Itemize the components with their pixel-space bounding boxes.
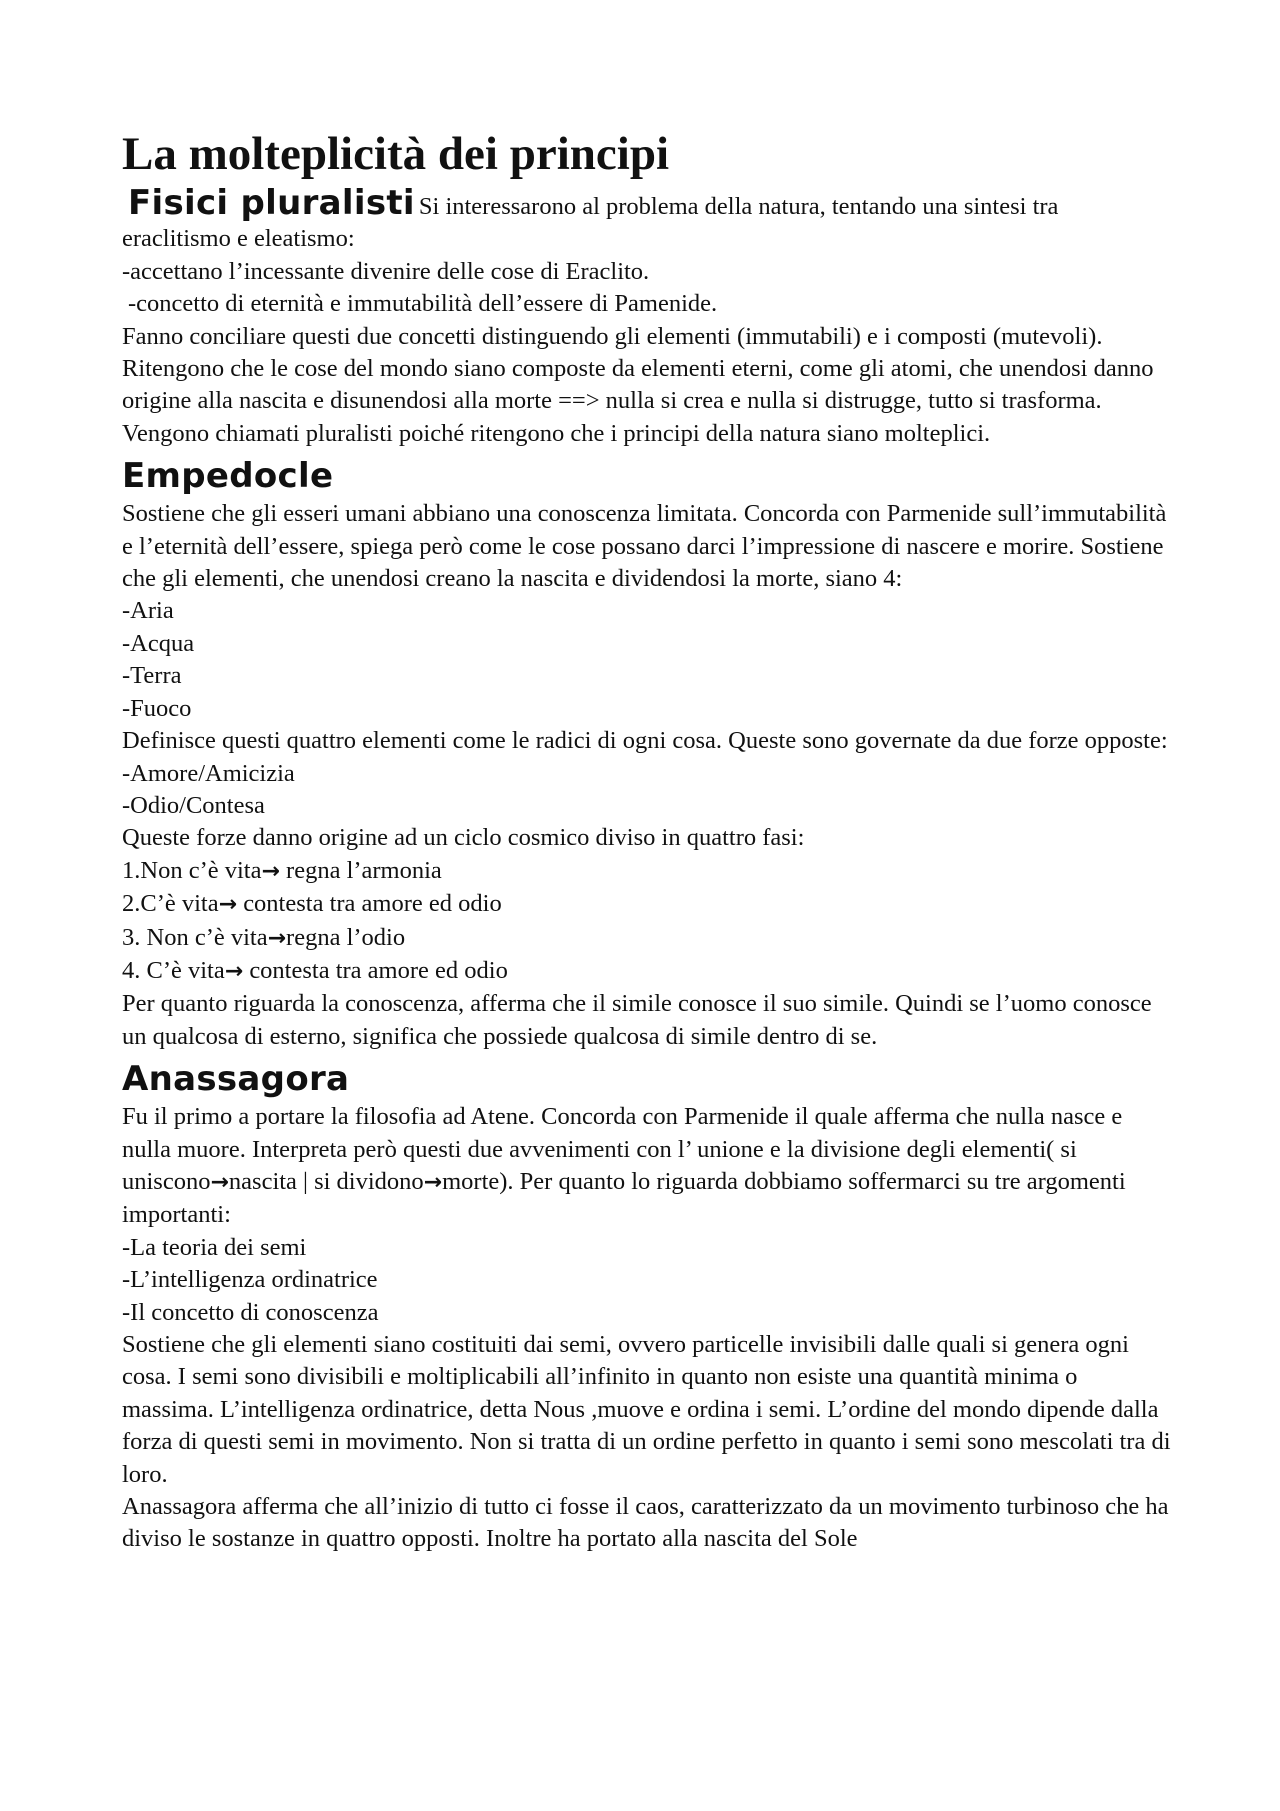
- empedocle-paragraph: Sostiene che gli esseri umani abbiano una conoscenza limitata. Concorda con Parmenide sull’immutabilità e l’eternità dell’essere, spiega però come le cose possano darci l’impressione di nascere e morire. Sostiene che gli elementi, che unendosi creano la nascita e dividendosi la morte, siano 4:: [122, 500, 1167, 593]
- topic-item: -L’intelligenza ordinatrice: [122, 1266, 378, 1294]
- empedocle-paragraph: Per quanto riguarda la conoscenza, afferma che il simile conosce il suo simile. Quindi se l’uomo conosce un qualcosa di esterno, significa che possiede qualcosa di simile dentro di se.: [122, 990, 1152, 1050]
- anassagora-text: morte). Per quanto lo riguarda dobbiamo soffermarci su tre argomenti importanti:: [122, 1167, 1126, 1229]
- phase-text: contesta tra amore ed odio: [243, 956, 508, 984]
- arrow-right-icon: →: [210, 1169, 229, 1195]
- fisici-body: Fanno conciliare questi due concetti distinguendo gli elementi (immutabili) e i composti (mutevoli). Ritengono che le cose del mondo siano composte da elementi eterni, come gli atomi, che unendosi danno origine alla nascita e disunendosi alla morte ==> nulla si crea e nulla si distrugge, tutto si trasforma. Vengono chiamati pluralisti poiché ritengono che i principi della natura siano molteplici.: [122, 322, 1154, 447]
- arrow-right-icon: →: [423, 1169, 443, 1195]
- topic-item: -La teoria dei semi: [122, 1233, 307, 1261]
- arrow-right-icon: →: [261, 858, 280, 884]
- fisici-heading: Fisici pluralisti: [128, 183, 415, 223]
- fisici-intro: Si interessarono al problema della natura, tentando una sintesi tra eraclitismo e eleatismo:: [122, 193, 1059, 253]
- element-item: -Aria: [122, 597, 174, 625]
- element-item: -Acqua: [122, 629, 195, 657]
- force-item: -Odio/Contesa: [122, 791, 265, 819]
- arrow-right-icon: →: [224, 958, 244, 984]
- arrow-right-icon: →: [267, 925, 287, 951]
- phase-item: [122, 955, 1172, 988]
- document-page: [122, 125, 1172, 1556]
- phase-item: [122, 922, 1172, 955]
- anassagora-paragraph: [122, 1101, 1172, 1232]
- anassagora-heading: Anassagora: [122, 1059, 350, 1100]
- arrow-right-icon: →: [218, 892, 238, 918]
- fisici-item: -concetto di eternità e immutabilità dell’essere di Pamenide.: [128, 290, 718, 318]
- phase-text: regna l’odio: [286, 923, 406, 951]
- fisici-item: -accettano l’incessante divenire delle cose di Eraclito.: [122, 257, 650, 285]
- phase-text: 2.C’è vita: [122, 890, 219, 918]
- page-title: La molteplicità dei principi: [122, 128, 670, 180]
- fisici-intro-paragraph: [122, 183, 1172, 256]
- anassagora-paragraph: Anassagora afferma che all’inizio di tutto ci fosse il caos, caratterizzato da un movimento turbinoso che ha diviso le sostanze in quattro opposti. Inoltre ha portato alla nascita del Sole: [122, 1493, 1169, 1553]
- topic-item: -Il concetto di conoscenza: [122, 1298, 379, 1326]
- phase-item: [122, 855, 1172, 888]
- phase-text: contesta tra amore ed odio: [237, 890, 502, 918]
- empedocle-paragraph: Definisce questi quattro elementi come le radici di ogni cosa. Queste sono governate da due forze opposte:: [122, 727, 1168, 755]
- phase-text: 1.Non c’è vita: [122, 856, 262, 884]
- empedocle-paragraph: Queste forze danno origine ad un ciclo cosmico diviso in quattro fasi:: [122, 824, 805, 852]
- phase-item: [122, 888, 1172, 921]
- anassagora-paragraph: Sostiene che gli elementi siano costituiti dai semi, ovvero particelle invisibili dalle quali si genera ogni cosa. I semi sono divisibili e moltiplicabili all’infinito in quanto non esiste una quantità minima o massima. L’intelligenza ordinatrice, detta Nous ,muove e ordina i semi. L’ordine del mondo dipende dalla forza di questi semi in movimento. Non si tratta di un ordine perfetto in quanto i semi sono mescolati tra di loro.: [122, 1331, 1171, 1488]
- anassagora-text: nascita | si dividono: [228, 1167, 424, 1195]
- phase-text: regna l’armonia: [279, 856, 442, 884]
- empedocle-heading: Empedocle: [122, 456, 334, 497]
- element-item: -Fuoco: [122, 694, 192, 722]
- element-item: -Terra: [122, 662, 182, 690]
- anassagora-text: Fu il primo a portare la filosofia ad Atene. Concorda con Parmenide il quale afferma che nulla nasce e nulla muore. Interpreta però questi due avvenimenti con l’ unione e la divisione degli elementi( si uniscono: [122, 1103, 1123, 1195]
- phase-text: 4. C’è vita: [122, 956, 225, 984]
- phase-text: 3. Non c’è vita: [122, 923, 268, 951]
- force-item: -Amore/Amicizia: [122, 759, 295, 787]
